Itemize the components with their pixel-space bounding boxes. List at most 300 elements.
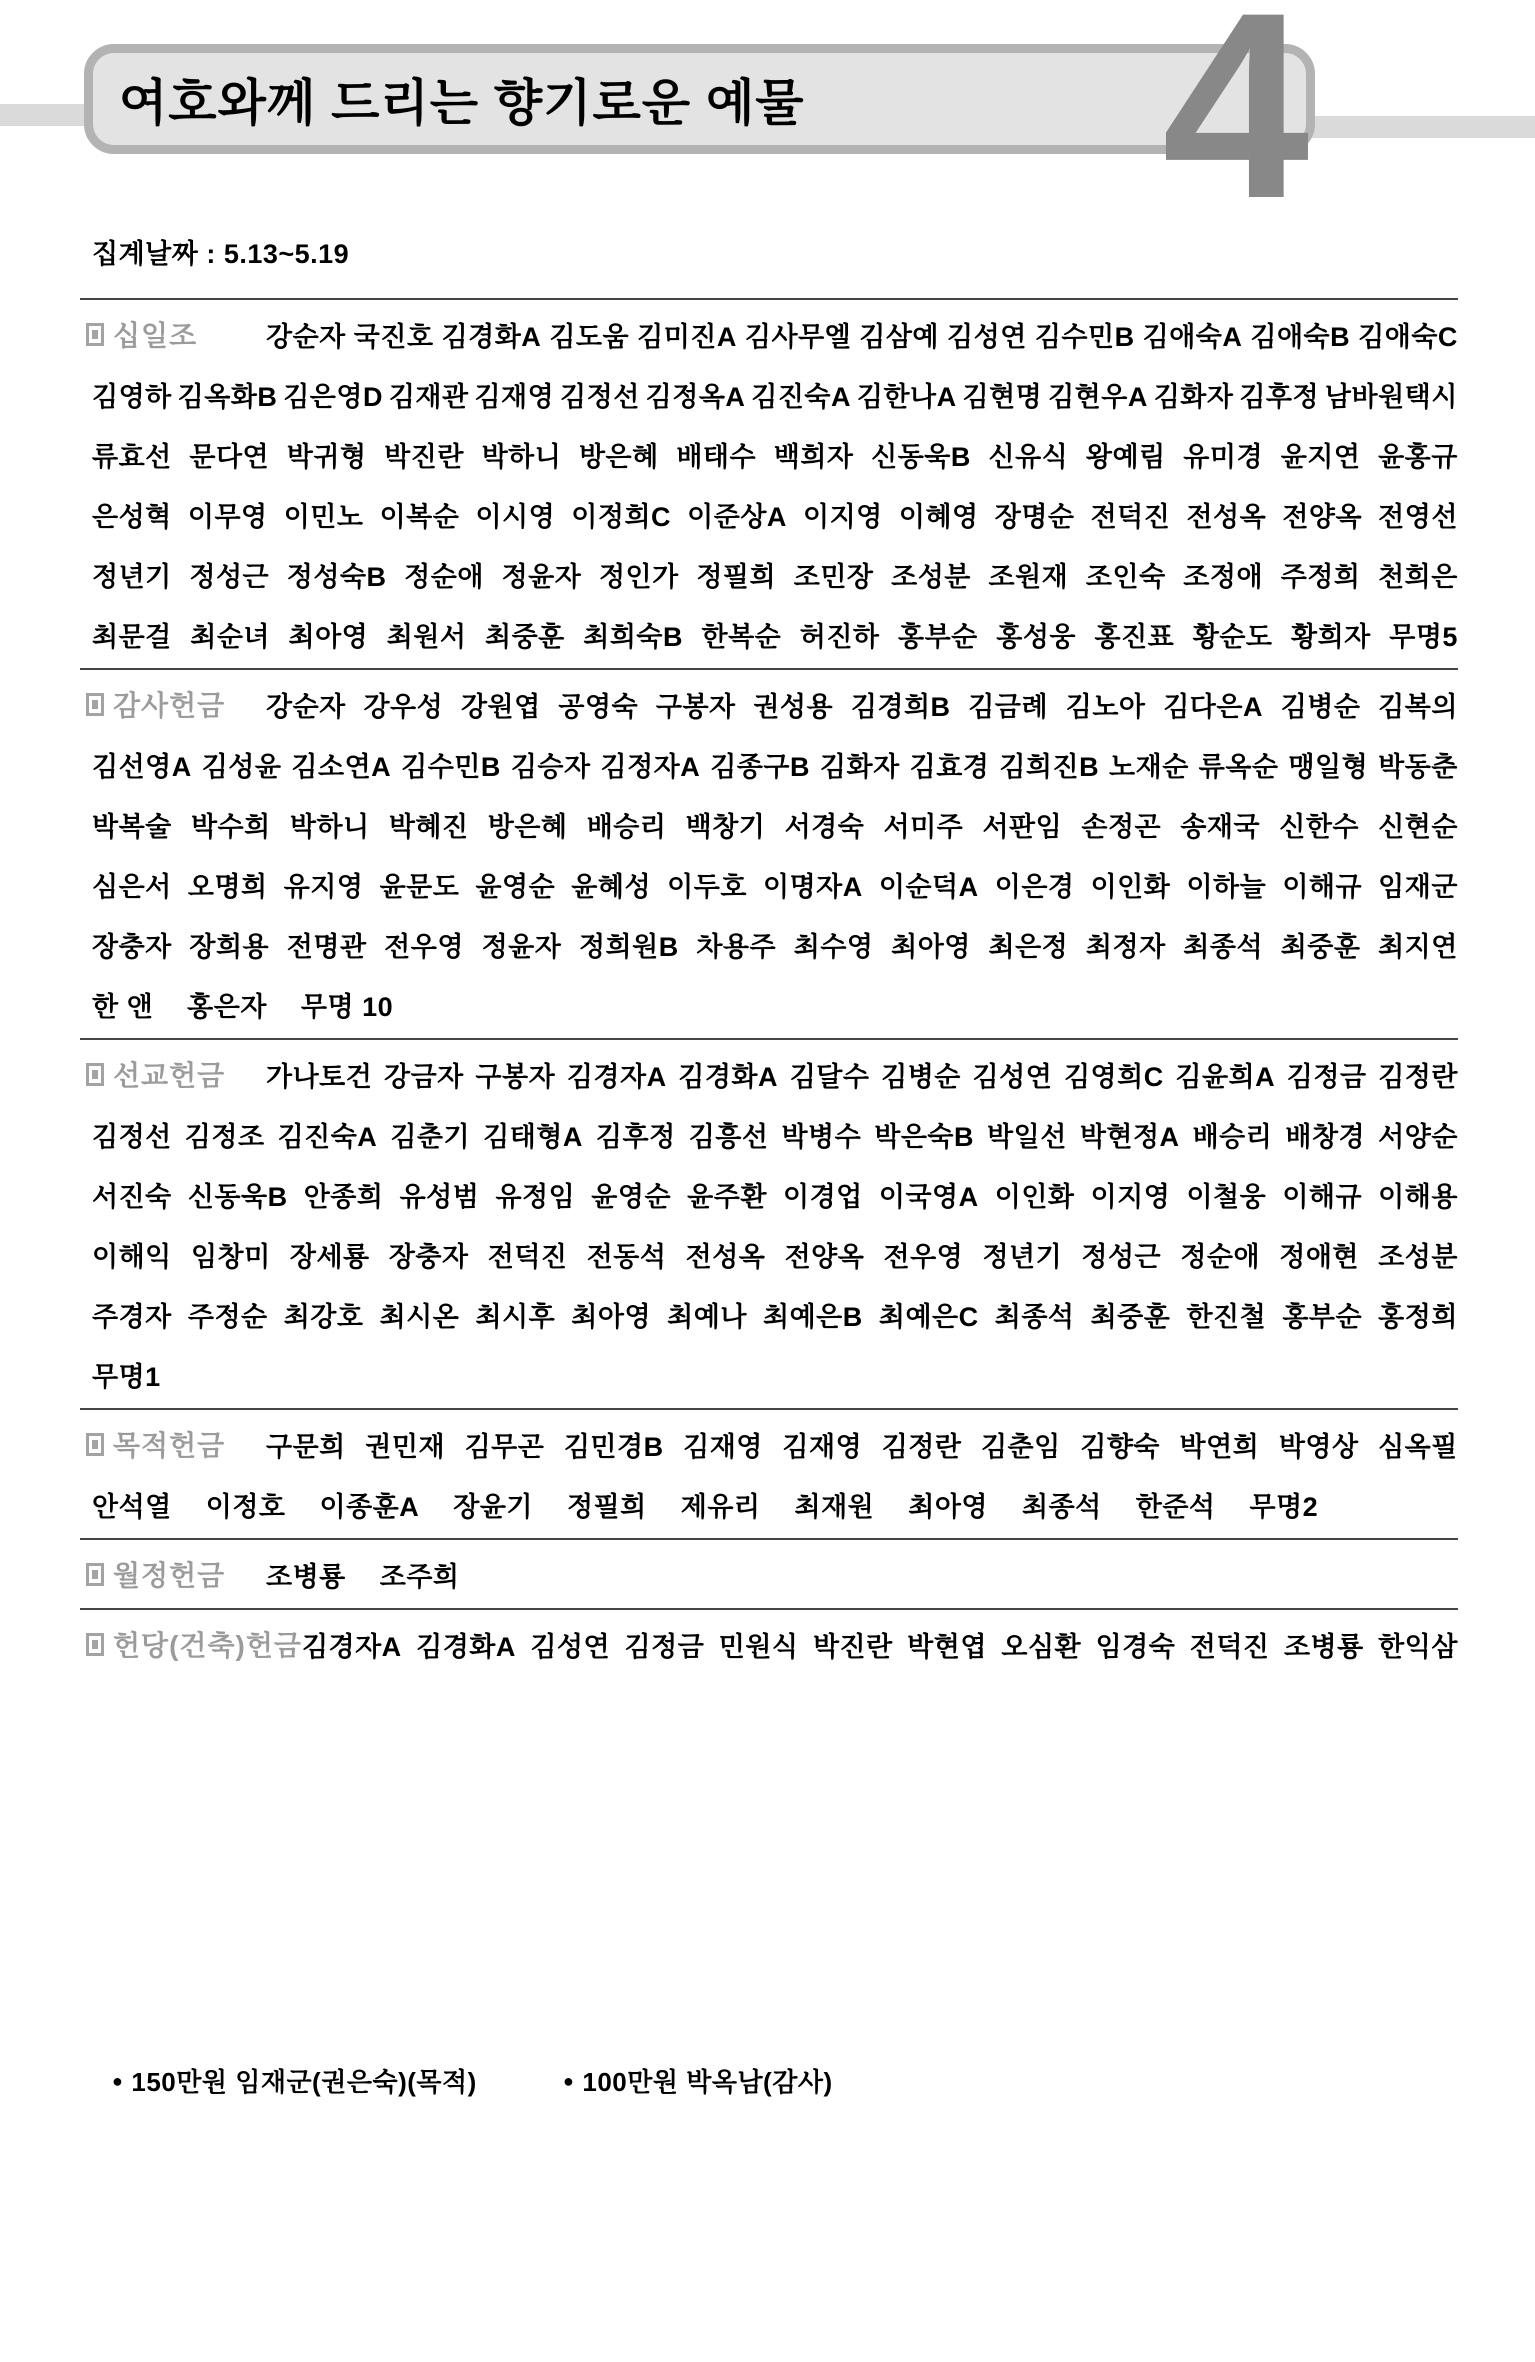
- names-list: [92, 495, 1458, 534]
- donor-name: 한진철: [1186, 1301, 1267, 1332]
- square-bullet-inner: [92, 330, 98, 339]
- names-row: [80, 974, 1458, 1034]
- donor-name: 문다연: [189, 441, 270, 472]
- donor-name: 박진란: [384, 441, 464, 472]
- names-row: [80, 1164, 1458, 1224]
- donor-name: 김애숙A: [1142, 321, 1243, 352]
- donor-name: 박현엽: [907, 1631, 987, 1662]
- donor-name: 권성용: [753, 691, 834, 722]
- donor-name: 전영선: [1378, 501, 1458, 532]
- section-label: [80, 1554, 266, 1594]
- donor-name: 이인화: [994, 1181, 1075, 1212]
- section-label-text: 월정헌금: [113, 1560, 226, 1591]
- donor-name: 조병룡: [1283, 1631, 1364, 1662]
- donor-name: 왕예림: [1085, 441, 1166, 472]
- donor-name: 최종석: [1022, 1491, 1102, 1522]
- donor-name: 국진호: [353, 321, 434, 352]
- donor-name: 김정란: [1378, 1061, 1458, 1092]
- donor-name: 박수희: [190, 811, 271, 842]
- donor-name: 민원식: [718, 1631, 799, 1662]
- donor-name: 이준상A: [687, 501, 787, 532]
- donor-name: 정성근: [1081, 1241, 1162, 1272]
- donor-name: 조주희: [379, 1561, 460, 1592]
- donor-name: 정필희: [567, 1491, 647, 1522]
- names-list: [92, 1235, 1458, 1274]
- donor-name: 최중훈: [1280, 931, 1361, 962]
- donor-name: 김정금: [1286, 1061, 1367, 1092]
- offering-section: [80, 1608, 1458, 1678]
- names-row: [80, 1344, 1458, 1404]
- donor-name: 김재영: [782, 1431, 863, 1462]
- donor-name: 조원재: [988, 561, 1069, 592]
- section-label-text: 목적헌금: [113, 1430, 226, 1461]
- donor-name: 장충자: [388, 1241, 469, 1272]
- names-list: [266, 315, 1458, 354]
- donor-name: 김경화A: [678, 1061, 779, 1092]
- donor-name: 이경업: [783, 1181, 863, 1212]
- section-label-text: 선교헌금: [113, 1060, 226, 1091]
- donor-name: 방은혜: [487, 811, 568, 842]
- offering-section: [80, 668, 1458, 1038]
- donor-name: 무명2: [1249, 1491, 1319, 1522]
- donor-name: 김성연: [947, 321, 1027, 352]
- donor-name: 김성윤: [201, 751, 282, 782]
- donor-name: 조병룡: [266, 1561, 346, 1592]
- donor-name: 조인숙: [1085, 561, 1166, 592]
- donor-name: 윤영순: [591, 1181, 672, 1212]
- names-row: [80, 1284, 1458, 1344]
- donor-name: 무명5: [1389, 621, 1458, 652]
- square-bullet-inner: [92, 1640, 98, 1649]
- donor-name: 맹일형: [1288, 751, 1369, 782]
- donor-name: 김흥선: [688, 1121, 769, 1152]
- names-list: [92, 1355, 1458, 1394]
- footnote-item: [112, 2062, 477, 2099]
- donor-name: 백창기: [685, 811, 766, 842]
- donor-name: 김성연: [530, 1631, 611, 1662]
- donor-name: 최아영: [908, 1491, 988, 1522]
- donor-name: 구봉자: [655, 691, 736, 722]
- square-bullet-icon: [86, 693, 104, 716]
- donor-name: 김무곤: [464, 1431, 545, 1462]
- donor-name: 김병순: [1280, 691, 1361, 722]
- donor-name: 이시영: [475, 501, 556, 532]
- donor-name: 김한나A: [856, 381, 957, 412]
- names-row: [80, 914, 1458, 974]
- donor-name: 가나토건: [266, 1061, 373, 1092]
- section-label: [80, 684, 266, 724]
- donor-name: 정순애: [1180, 1241, 1261, 1272]
- names-list: [266, 685, 1458, 724]
- donor-name: 무명 10: [300, 991, 394, 1022]
- donor-name: 김태형A: [483, 1121, 583, 1152]
- donor-name: 김달수: [789, 1061, 870, 1092]
- donor-name: 이철웅: [1186, 1181, 1267, 1212]
- donor-name: 김경자A: [301, 1631, 402, 1662]
- donor-name: 제유리: [680, 1491, 761, 1522]
- donor-name: 한 앤: [92, 991, 154, 1022]
- donor-name: 김경화A: [416, 1631, 516, 1662]
- donor-name: 정년기: [92, 561, 172, 592]
- donor-name: 홍부순: [1282, 1301, 1363, 1332]
- names-row: [80, 1224, 1458, 1284]
- donor-name: 임재군: [1378, 871, 1458, 902]
- donor-name: 최중훈: [485, 621, 565, 652]
- page-number: 4: [1162, 0, 1310, 254]
- names-row: [80, 1544, 1458, 1604]
- donor-name: 김정금: [624, 1631, 705, 1662]
- donor-name: 김정조: [184, 1121, 265, 1152]
- names-row: [80, 1104, 1458, 1164]
- right-edge-bar: [1296, 116, 1535, 138]
- donor-name: 배승리: [586, 811, 667, 842]
- square-bullet-inner: [92, 1070, 98, 1079]
- donor-name: 이국영A: [878, 1181, 979, 1212]
- names-row: [80, 1044, 1458, 1104]
- donor-name: 박일선: [987, 1121, 1067, 1152]
- donor-name: 김성연: [972, 1061, 1053, 1092]
- donor-name: 손정곤: [1081, 811, 1162, 842]
- donor-name: 최문걸: [92, 621, 172, 652]
- section-label-text: 십일조: [113, 320, 198, 351]
- names-list: [92, 375, 1458, 414]
- left-edge-bar: [0, 104, 92, 126]
- donor-name: 이해규: [1282, 871, 1363, 902]
- donor-name: 최정자: [1085, 931, 1166, 962]
- donor-name: 이무영: [187, 501, 268, 532]
- donor-name: 전덕진: [1189, 1631, 1270, 1662]
- donor-name: 노재순: [1109, 751, 1189, 782]
- donor-name: 최재원: [794, 1491, 875, 1522]
- donor-name: 김윤희A: [1175, 1061, 1276, 1092]
- donor-name: 오심환: [1001, 1631, 1082, 1662]
- donor-name: 이지영: [803, 501, 883, 532]
- donor-name: 최수영: [793, 931, 874, 962]
- donor-name: 임창미: [190, 1241, 271, 1272]
- donor-name: 이지영: [1090, 1181, 1171, 1212]
- donor-name: 김진숙A: [277, 1121, 378, 1152]
- donor-name: 최예은B: [763, 1301, 863, 1332]
- donor-name: 전우영: [384, 931, 464, 962]
- donor-name: 전우영: [883, 1241, 964, 1272]
- donor-name: 이하늘: [1186, 871, 1267, 902]
- names-list: [266, 1555, 1458, 1594]
- donor-name: 박복술: [92, 811, 172, 842]
- donor-name: 송재국: [1180, 811, 1261, 842]
- donor-name: 조정애: [1183, 561, 1264, 592]
- donor-name: 김재영: [683, 1431, 763, 1462]
- donor-name: 최희숙B: [583, 621, 683, 652]
- offering-section: [80, 1538, 1458, 1608]
- donor-name: 장희용: [189, 931, 270, 962]
- names-row: [80, 854, 1458, 914]
- donor-name: 최아영: [288, 621, 369, 652]
- donor-name: 황희자: [1291, 621, 1371, 652]
- donor-name: 박연희: [1179, 1431, 1260, 1462]
- footnote-text: 100만원 박옥남(감사): [582, 2067, 833, 2097]
- donor-name: 김현명: [962, 381, 1043, 412]
- donor-name: 김정선: [560, 381, 640, 412]
- donor-name: 박귀형: [286, 441, 367, 472]
- donor-name: 김애숙B: [1250, 321, 1351, 352]
- donor-name: 박은숙B: [874, 1121, 974, 1152]
- donor-name: 임경숙: [1095, 1631, 1176, 1662]
- donor-name: 공영숙: [558, 691, 639, 722]
- donor-name: 전성옥: [685, 1241, 766, 1272]
- donor-name: 김민경B: [563, 1431, 664, 1462]
- donor-name: 심옥필: [1378, 1431, 1458, 1462]
- donor-name: 김삼예: [859, 321, 940, 352]
- names-row: [80, 1474, 1458, 1534]
- donor-name: 최종석: [994, 1301, 1075, 1332]
- donor-name: 김병순: [881, 1061, 961, 1092]
- names-list: [92, 1295, 1458, 1334]
- names-list: [92, 985, 1458, 1024]
- donor-name: 최예은C: [878, 1301, 979, 1332]
- donor-name: 조성분: [891, 561, 971, 592]
- donor-name: 주경자: [92, 1301, 172, 1332]
- names-list: [92, 1115, 1458, 1154]
- donor-name: 조성분: [1378, 1241, 1458, 1272]
- donor-name: 이해규: [1282, 1181, 1363, 1212]
- donor-name: 장윤기: [453, 1491, 533, 1522]
- bullet-dot-icon: ●: [112, 2070, 124, 2091]
- names-list: [92, 1175, 1458, 1214]
- donor-name: 김복의: [1378, 691, 1458, 722]
- donor-name: 이해용: [1378, 1181, 1458, 1212]
- donor-name: 박병수: [781, 1121, 862, 1152]
- donor-name: 김정옥A: [645, 381, 746, 412]
- names-list: [92, 865, 1458, 904]
- names-row: [80, 544, 1458, 604]
- donor-name: 홍은자: [187, 991, 267, 1022]
- donor-name: 최아영: [571, 1301, 652, 1332]
- page-title: 여호와께 드리는 향기로운 예물: [119, 75, 805, 131]
- donor-name: 윤홍규: [1378, 441, 1458, 472]
- donor-name: 전덕진: [487, 1241, 568, 1272]
- names-row: [80, 1414, 1458, 1474]
- donor-name: 최시후: [475, 1301, 556, 1332]
- donor-name: 장세룡: [289, 1241, 370, 1272]
- donor-name: 김경희B: [850, 691, 951, 722]
- tally-date: 집계날짜 : 5.13~5.19: [92, 239, 350, 269]
- donor-name: 정순애: [404, 561, 484, 592]
- donor-name: 이순덕A: [878, 871, 979, 902]
- donor-name: 최시온: [379, 1301, 460, 1332]
- donor-name: 최원서: [386, 621, 467, 652]
- names-row: [80, 304, 1458, 364]
- donor-name: 신유식: [988, 441, 1069, 472]
- names-row: [80, 604, 1458, 664]
- square-bullet-icon: [86, 323, 104, 346]
- donor-name: 한준석: [1135, 1491, 1216, 1522]
- donor-name: 이은경: [994, 871, 1075, 902]
- donor-name: 김춘임: [980, 1431, 1061, 1462]
- footnote-item: [563, 2062, 833, 2099]
- donor-name: 홍진표: [1094, 621, 1175, 652]
- donor-name: 서미주: [883, 811, 964, 842]
- donor-name: 무명1: [92, 1361, 161, 1392]
- footnote-text: 150만원 임재군(권은숙)(목적): [131, 2067, 477, 2097]
- offering-section: [80, 1408, 1458, 1538]
- donor-name: 허진하: [799, 621, 880, 652]
- donor-name: 정성숙B: [286, 561, 387, 592]
- donor-name: 전양옥: [1282, 501, 1363, 532]
- donor-name: 배태수: [676, 441, 757, 472]
- names-row: [80, 364, 1458, 424]
- section-label: [80, 1624, 302, 1664]
- names-list: [92, 925, 1458, 964]
- donor-name: 박진란: [812, 1631, 893, 1662]
- donor-name: 이명자A: [763, 871, 863, 902]
- donor-name: 박혜진: [388, 811, 469, 842]
- donor-name: 서양순: [1378, 1121, 1458, 1152]
- donor-name: 김사무엘: [744, 321, 852, 352]
- names-list: [92, 615, 1458, 654]
- donor-name: 한복순: [701, 621, 782, 652]
- donor-name: 차용주: [696, 931, 777, 962]
- donor-name: 김춘기: [390, 1121, 471, 1152]
- donor-name: 홍부순: [898, 621, 978, 652]
- donor-name: 구봉자: [475, 1061, 556, 1092]
- donor-name: 구문희: [266, 1431, 346, 1462]
- donor-name: 안석열: [92, 1491, 172, 1522]
- names-list: [92, 805, 1458, 844]
- names-row: [80, 674, 1458, 734]
- donor-name: 박현정A: [1079, 1121, 1180, 1152]
- donor-name: 이종훈A: [319, 1491, 420, 1522]
- section-label: [80, 1054, 266, 1094]
- donor-name: 김진숙A: [751, 381, 852, 412]
- donor-name: 김화자: [819, 751, 900, 782]
- section-label: [80, 314, 266, 354]
- donor-name: 주정희: [1280, 561, 1361, 592]
- donor-name: 김금례: [968, 691, 1049, 722]
- donor-name: 오명희: [187, 871, 268, 902]
- donor-name: 강순자: [266, 691, 346, 722]
- donor-name: 전덕진: [1090, 501, 1171, 532]
- donor-name: 최예나: [667, 1301, 747, 1332]
- donor-name: 김도움: [549, 321, 630, 352]
- donor-name: 윤주환: [687, 1181, 767, 1212]
- donor-name: 전명관: [286, 931, 367, 962]
- donor-name: 유정임: [495, 1181, 576, 1212]
- donor-name: 홍성웅: [996, 621, 1076, 652]
- donor-name: 신동욱B: [187, 1181, 288, 1212]
- donor-name: 이정희C: [571, 501, 672, 532]
- donor-name: 주정순: [187, 1301, 268, 1332]
- names-row: [80, 1614, 1458, 1674]
- donor-name: 장명순: [994, 501, 1075, 532]
- donor-name: 유성범: [399, 1181, 480, 1212]
- donor-name: 이혜영: [898, 501, 979, 532]
- donor-name: 이복순: [379, 501, 460, 532]
- section-label-text: 헌당(건축)헌금: [113, 1630, 302, 1661]
- names-list: [92, 435, 1458, 474]
- donor-name: 천희은: [1378, 561, 1458, 592]
- donor-name: 전동석: [586, 1241, 667, 1272]
- donor-name: 김희진B: [999, 751, 1100, 782]
- donor-name: 김경자A: [566, 1061, 667, 1092]
- donor-name: 김정선: [92, 1121, 172, 1152]
- donor-name: 유미경: [1183, 441, 1264, 472]
- donor-name: 은성혁: [92, 501, 172, 532]
- donor-name: 김은영D: [283, 381, 383, 412]
- donor-name: 강순자: [266, 321, 346, 352]
- donor-name: 김소연A: [291, 751, 392, 782]
- donor-name: 이정호: [205, 1491, 286, 1522]
- donor-name: 김수민B: [401, 751, 501, 782]
- donor-name: 김현우A: [1048, 381, 1148, 412]
- donor-name: 김후정: [1239, 381, 1320, 412]
- names-list: [92, 1485, 1458, 1524]
- donor-name: 윤혜성: [571, 871, 652, 902]
- names-row: [80, 794, 1458, 854]
- donor-name: 김정자A: [600, 751, 701, 782]
- bullet-dot-icon: ●: [563, 2070, 575, 2091]
- donor-name: 서판임: [982, 811, 1063, 842]
- donor-name: 김영하: [92, 381, 172, 412]
- donor-name: 서경숙: [784, 811, 865, 842]
- names-list: [266, 1425, 1458, 1464]
- sections-container: [80, 298, 1458, 1678]
- donor-name: 안종희: [303, 1181, 384, 1212]
- names-list: [92, 555, 1458, 594]
- donor-name: 남바원택시: [1324, 381, 1458, 412]
- donor-name: 장충자: [92, 931, 172, 962]
- donor-name: 황순도: [1192, 621, 1273, 652]
- square-bullet-inner: [92, 1440, 98, 1449]
- donor-name: 이인화: [1090, 871, 1171, 902]
- donor-name: 박동춘: [1378, 751, 1458, 782]
- donor-name: 최아영: [891, 931, 971, 962]
- title-banner: [84, 44, 1315, 154]
- names-list: [92, 745, 1458, 784]
- square-bullet-inner: [92, 1570, 98, 1579]
- names-list: [302, 1625, 1458, 1664]
- donor-name: 조민장: [793, 561, 874, 592]
- section-label: [80, 1424, 266, 1464]
- donor-name: 방은혜: [578, 441, 659, 472]
- donor-name: 김다은A: [1163, 691, 1263, 722]
- donor-name: 김경화A: [441, 321, 542, 352]
- donor-name: 김수민B: [1034, 321, 1135, 352]
- names-row: [80, 734, 1458, 794]
- donor-name: 김애숙C: [1358, 321, 1458, 352]
- donor-name: 정희원B: [578, 931, 679, 962]
- donor-name: 전양옥: [784, 1241, 865, 1272]
- offering-section: [80, 1038, 1458, 1408]
- donor-name: 이두호: [667, 871, 747, 902]
- donor-name: 강원엽: [460, 691, 541, 722]
- donor-name: 서진숙: [92, 1181, 172, 1212]
- donor-name: 박영상: [1278, 1431, 1359, 1462]
- donor-name: 류옥순: [1198, 751, 1279, 782]
- names-row: [80, 424, 1458, 484]
- square-bullet-icon: [86, 1563, 104, 1586]
- donor-name: 김향숙: [1080, 1431, 1160, 1462]
- donor-name: 권민재: [365, 1431, 446, 1462]
- donor-name: 박하니: [289, 811, 370, 842]
- donor-name: 배승리: [1192, 1121, 1273, 1152]
- donor-name: 박하니: [481, 441, 562, 472]
- donor-name: 김미진A: [637, 321, 737, 352]
- donor-name: 정필희: [696, 561, 777, 592]
- donor-name: 심은서: [92, 871, 172, 902]
- donor-name: 이해익: [92, 1241, 172, 1272]
- donor-name: 김재영: [474, 381, 555, 412]
- donor-name: 최강호: [283, 1301, 364, 1332]
